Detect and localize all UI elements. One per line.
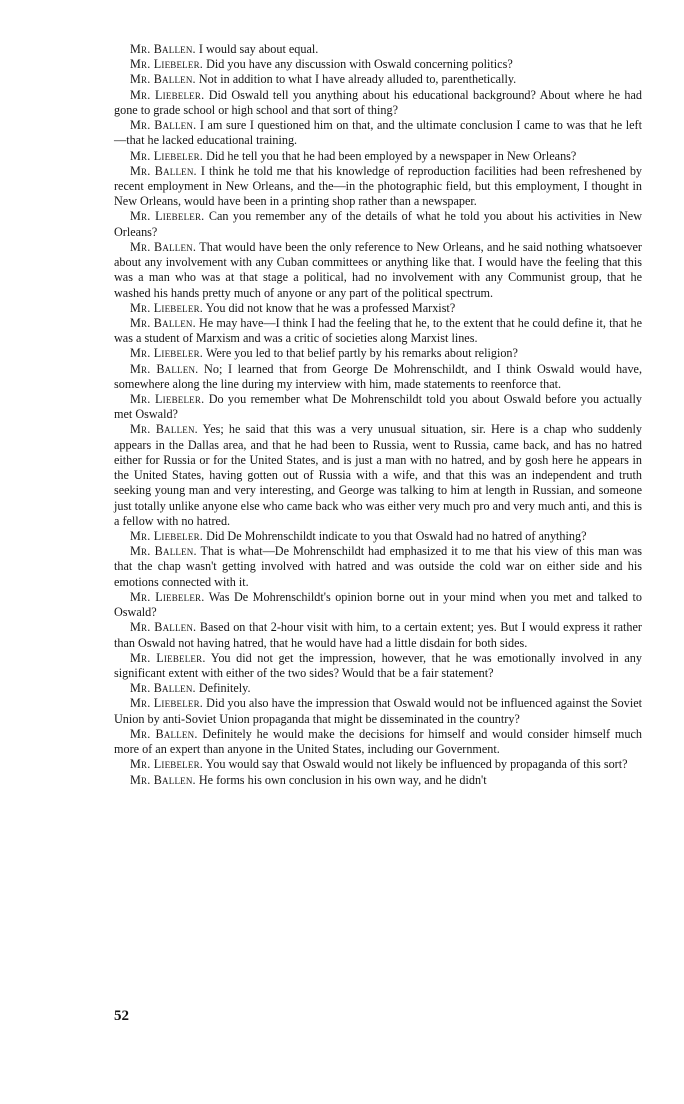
paragraph-text: Definitely he would make the decisions for himself and would consider himself much more of an expert than anyone in the United States, including our Government. bbox=[114, 726, 642, 757]
speaker-label: Mr. Liebeler. bbox=[130, 650, 206, 665]
transcript-paragraph bbox=[114, 590, 642, 620]
paragraph-text: Do you remember what De Mohrenschildt told you about Oswald before you actually met Oswald? bbox=[114, 392, 642, 422]
speaker-label: Mr. Liebeler. bbox=[130, 87, 205, 102]
transcript-paragraph bbox=[114, 346, 642, 361]
speaker-label: Mr. Ballen. bbox=[130, 315, 196, 330]
transcript-paragraph bbox=[114, 727, 642, 757]
speaker-label: Mr. Ballen. bbox=[130, 361, 199, 376]
transcript-paragraph bbox=[114, 42, 642, 57]
paragraph-text: He may have—I think I had the feeling that he, to the extent that he could define it, that he was a student of Marxism and was a critic of societies along Marxist lines. bbox=[114, 315, 642, 346]
speaker-label: Mr. Ballen. bbox=[130, 772, 196, 787]
speaker-label: Mr. Ballen. bbox=[130, 72, 196, 87]
speaker-label: Mr. Ballen. bbox=[130, 239, 197, 254]
transcript-paragraph bbox=[114, 681, 642, 696]
speaker-label: Mr. Liebeler. bbox=[130, 300, 204, 315]
transcript-paragraph bbox=[114, 72, 642, 87]
speaker-label: Mr. Liebeler. bbox=[130, 392, 205, 407]
paragraph-text: That is what—De Mohrenschildt had emphasized it to me that his view of this man was that the chap wasn't getting involved with hatred and was outside the cold war on either side and his emotions connected with it. bbox=[114, 544, 642, 589]
speaker-label: Mr. Ballen. bbox=[130, 681, 196, 696]
transcript-paragraph bbox=[114, 301, 642, 316]
paragraph-text: You did not get the impression, however, that he was emotionally involved in any significant extent with either of the two sides? Would that be a fair statement? bbox=[114, 650, 642, 680]
transcript-paragraph bbox=[114, 544, 642, 590]
paragraph-text: Not in addition to what I have already alluded to, parenthetically. bbox=[198, 72, 517, 87]
speaker-label: Mr. Ballen. bbox=[130, 118, 197, 133]
transcript-paragraph bbox=[114, 209, 642, 239]
paragraph-text: Did he tell you that he had been employed by a newspaper in New Orleans? bbox=[206, 148, 577, 163]
speaker-label: Mr. Ballen. bbox=[130, 163, 197, 178]
paragraph-text: I would say about equal. bbox=[198, 42, 319, 56]
speaker-label: Mr. Liebeler. bbox=[130, 209, 205, 224]
transcript-paragraph bbox=[114, 773, 642, 788]
speaker-label: Mr. Ballen. bbox=[130, 620, 197, 635]
transcript-paragraph bbox=[114, 757, 642, 772]
paragraph-text: Based on that 2-hour visit with him, to a certain extent; yes. But I would express it rather than Oswald not having hatred, that he would have had a little disdain for both sides. bbox=[114, 620, 642, 650]
paragraph-text: You would say that Oswald would not likely be influenced by propaganda of this sort? bbox=[205, 757, 628, 772]
paragraph-text: Did you have any discussion with Oswald concerning politics? bbox=[206, 57, 513, 72]
transcript-paragraph bbox=[114, 422, 642, 529]
transcript-paragraph bbox=[114, 88, 642, 118]
transcript-paragraph bbox=[114, 392, 642, 422]
speaker-label: Mr. Liebeler. bbox=[130, 696, 204, 711]
transcript-paragraph bbox=[114, 240, 642, 301]
paragraph-text: Did De Mohrenschildt indicate to you that Oswald had no hatred of anything? bbox=[206, 529, 587, 543]
transcript-paragraph bbox=[114, 651, 642, 681]
paragraph-text: No; I learned that from George De Mohrenschildt, and I think Oswald would have, somewhere along the line during my interview with him, made statements to reenforce that. bbox=[114, 361, 642, 391]
paragraph-text: Yes; he said that this was a very unusual situation, sir. Here is a chap who suddenly appears in the Dallas area, and that he had been to Russia, went to Russia, came back, and has no hatred either for Russia or for the United States, and is just a man with no hatred, and by gosh here he appears in the United States, having gotten out of Russia with a wife, and that this was an independent and truth seeking young man and very interesting, and George was talking to him at length in Russian, and someone just totally unlike anyone else who came back who was either very much pro and very much anti, and this is a fellow with no hatred. bbox=[114, 422, 642, 528]
transcript-paragraph bbox=[114, 529, 642, 544]
paragraph-text: Was De Mohrenschildt's opinion borne out in your mind when you met and talked to Oswald? bbox=[114, 589, 642, 620]
page-number: 52 bbox=[114, 1008, 129, 1024]
transcript-paragraph bbox=[114, 696, 642, 726]
transcript-paragraph bbox=[114, 316, 642, 346]
transcript-paragraph bbox=[114, 362, 642, 392]
speaker-label: Mr. Liebeler. bbox=[130, 529, 204, 543]
paragraph-text: I am sure I questioned him on that, and the ultimate conclusion I came to was that he left—that he lacked educational training. bbox=[114, 118, 643, 148]
paragraph-text: That would have been the only reference to New Orleans, and he said nothing whatsoever about any involvement with any Cuban committees or anything like that. I would have the feeling that this was a man who was at that stage a political, had no involvement with any Communist group, that he washed his hands pretty much of anyone or any part of the political spectrum. bbox=[114, 239, 642, 300]
speaker-label: Mr. Liebeler. bbox=[130, 757, 204, 772]
paragraph-text: Were you led to that belief partly by his remarks about religion? bbox=[205, 346, 518, 361]
transcript-paragraph bbox=[114, 149, 642, 164]
speaker-label: Mr. Ballen. bbox=[130, 42, 196, 56]
paragraph-text: Can you remember any of the details of what he told you about his activities in New Orleans? bbox=[114, 209, 642, 239]
speaker-label: Mr. Ballen. bbox=[130, 422, 198, 437]
paragraph-text: I think he told me that his knowledge of reproduction facilities had been refreshened by recent employment in New Orleans, and the—in the photographic field, but this employment, I thought in New Orleans, would have been in a printing shop rather than a newspaper. bbox=[114, 163, 643, 209]
transcript-paragraph bbox=[114, 164, 642, 210]
paragraph-text: You did not know that he was a professed Marxist? bbox=[205, 300, 456, 315]
speaker-label: Mr. Liebeler. bbox=[130, 346, 204, 361]
speaker-label: Mr. Ballen. bbox=[130, 726, 198, 741]
speaker-label: Mr. Ballen. bbox=[130, 544, 197, 559]
speaker-label: Mr. Liebeler. bbox=[130, 148, 204, 163]
paragraph-text: He forms his own conclusion in his own way, and he didn't bbox=[198, 772, 487, 787]
paragraph-text: Definitely. bbox=[198, 681, 251, 696]
speaker-label: Mr. Liebeler. bbox=[130, 589, 205, 604]
transcript-paragraph bbox=[114, 620, 642, 650]
transcript-paragraph bbox=[114, 57, 642, 72]
paragraph-text: Did you also have the impression that Oswald would not be influenced against the Soviet Union by anti-Soviet Union propaganda that might be disseminated in the country? bbox=[114, 696, 642, 726]
transcript-body bbox=[114, 42, 642, 788]
transcript-paragraph bbox=[114, 118, 642, 148]
speaker-label: Mr. Liebeler. bbox=[130, 57, 204, 72]
paragraph-text: Did Oswald tell you anything about his educational background? About where he had gone to grade school or high school and that sort of thing? bbox=[114, 87, 642, 117]
